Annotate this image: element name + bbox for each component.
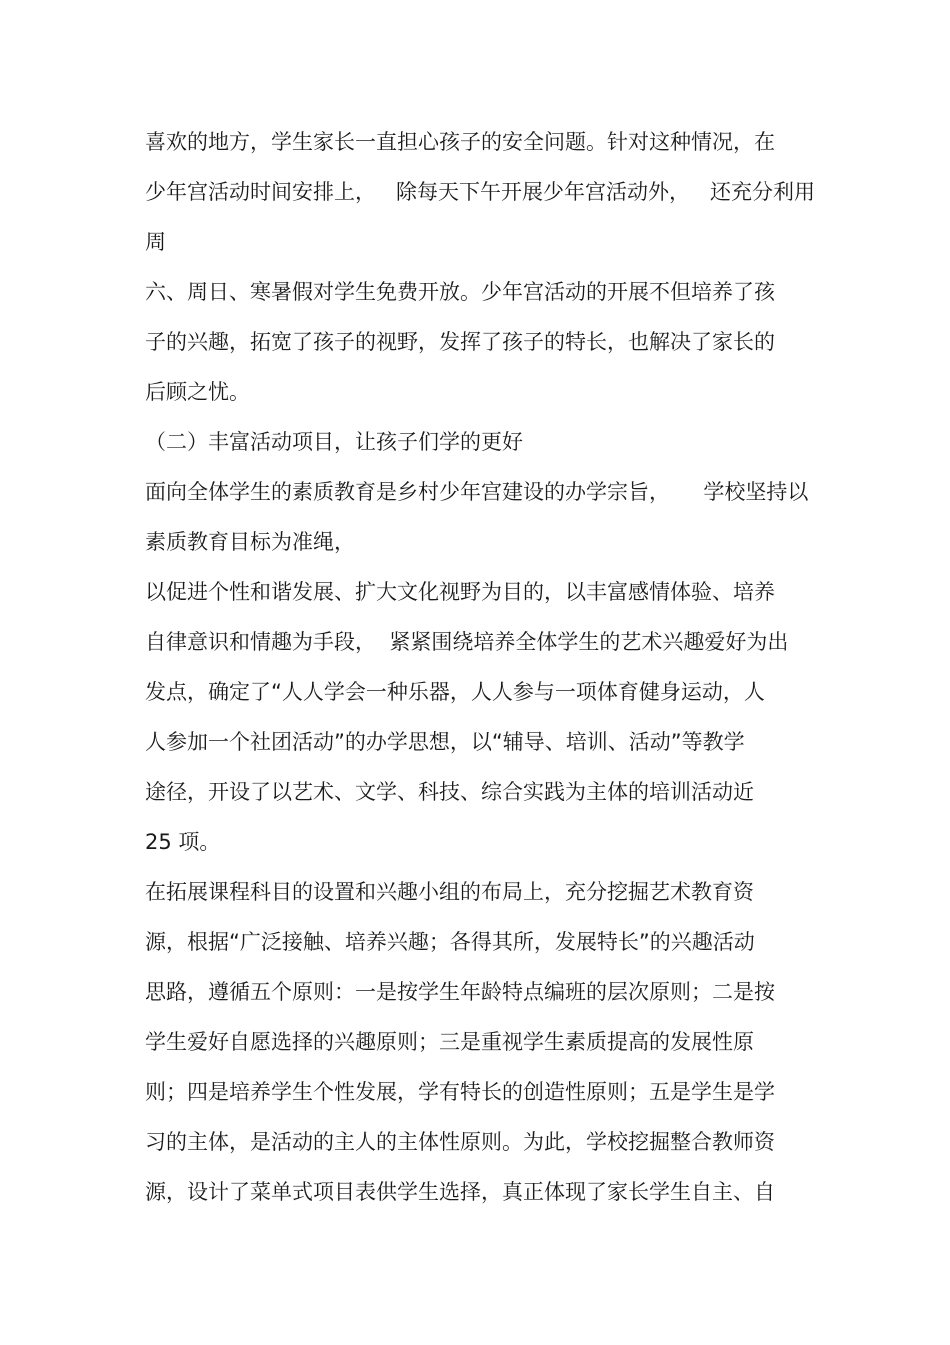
paragraph-line: 六、周日、寒暑假对学生免费开放。少年宫活动的开展不但培养了孩 bbox=[145, 280, 775, 304]
paragraph-line: 则；四是培养学生个性发展，学有特长的创造性原则；五是学生是学 bbox=[145, 1080, 775, 1104]
paragraph-line: 后顾之忧。 bbox=[145, 380, 250, 404]
paragraph-line: 在拓展课程科目的设置和兴趣小组的布局上，充分挖掘艺术教育资 bbox=[145, 880, 754, 904]
paragraph-line: 源，根据“广泛接触、培养兴趣；各得其所，发展特长”的兴趣活动 bbox=[145, 930, 755, 954]
paragraph-line: 面向全体学生的素质教育是乡村少年宫建设的办学宗旨， 学校坚持以 bbox=[145, 480, 809, 504]
paragraph-line: 人参加一个社团活动”的办学思想，以“辅导、培训、活动”等教学 bbox=[145, 730, 745, 754]
paragraph-line: 以促进个性和谐发展、扩大文化视野为目的，以丰富感情体验、培养 bbox=[145, 580, 775, 604]
paragraph-line: 周 bbox=[145, 230, 166, 254]
paragraph-line: 源，设计了菜单式项目表供学生选择，真正体现了家长学生自主、自 bbox=[145, 1180, 775, 1204]
paragraph-line: 喜欢的地方，学生家长一直担心孩子的安全问题。针对这种情况，在 bbox=[145, 130, 775, 154]
paragraph-line: 发点，确定了“人人学会一种乐器，人人参与一项体育健身运动，人 bbox=[145, 680, 765, 704]
section-heading: （二）丰富活动项目，让孩子们学的更好 bbox=[145, 430, 523, 454]
paragraph-line: 学生爱好自愿选择的兴趣原则；三是重视学生素质提高的发展性原 bbox=[145, 1030, 754, 1054]
paragraph-line: 25 项。 bbox=[145, 830, 221, 854]
paragraph-line: 素质教育目标为准绳， bbox=[145, 530, 355, 554]
paragraph-line: 习的主体，是活动的主人的主体性原则。为此，学校挖掘整合教师资 bbox=[145, 1130, 775, 1154]
paragraph-line: 少年宫活动时间安排上， 除每天下午开展少年宫活动外， 还充分利用 bbox=[145, 180, 816, 204]
paragraph-line: 思路，遵循五个原则：一是按学生年龄特点编班的层次原则；二是按 bbox=[145, 980, 775, 1004]
paragraph-line: 途径，开设了以艺术、文学、科技、综合实践为主体的培训活动近 bbox=[145, 780, 754, 804]
paragraph-line: 子的兴趣，拓宽了孩子的视野，发挥了孩子的特长，也解决了家长的 bbox=[145, 330, 775, 354]
paragraph-line: 自律意识和情趣为手段， 紧紧围绕培养全体学生的艺术兴趣爱好为出 bbox=[145, 630, 789, 654]
